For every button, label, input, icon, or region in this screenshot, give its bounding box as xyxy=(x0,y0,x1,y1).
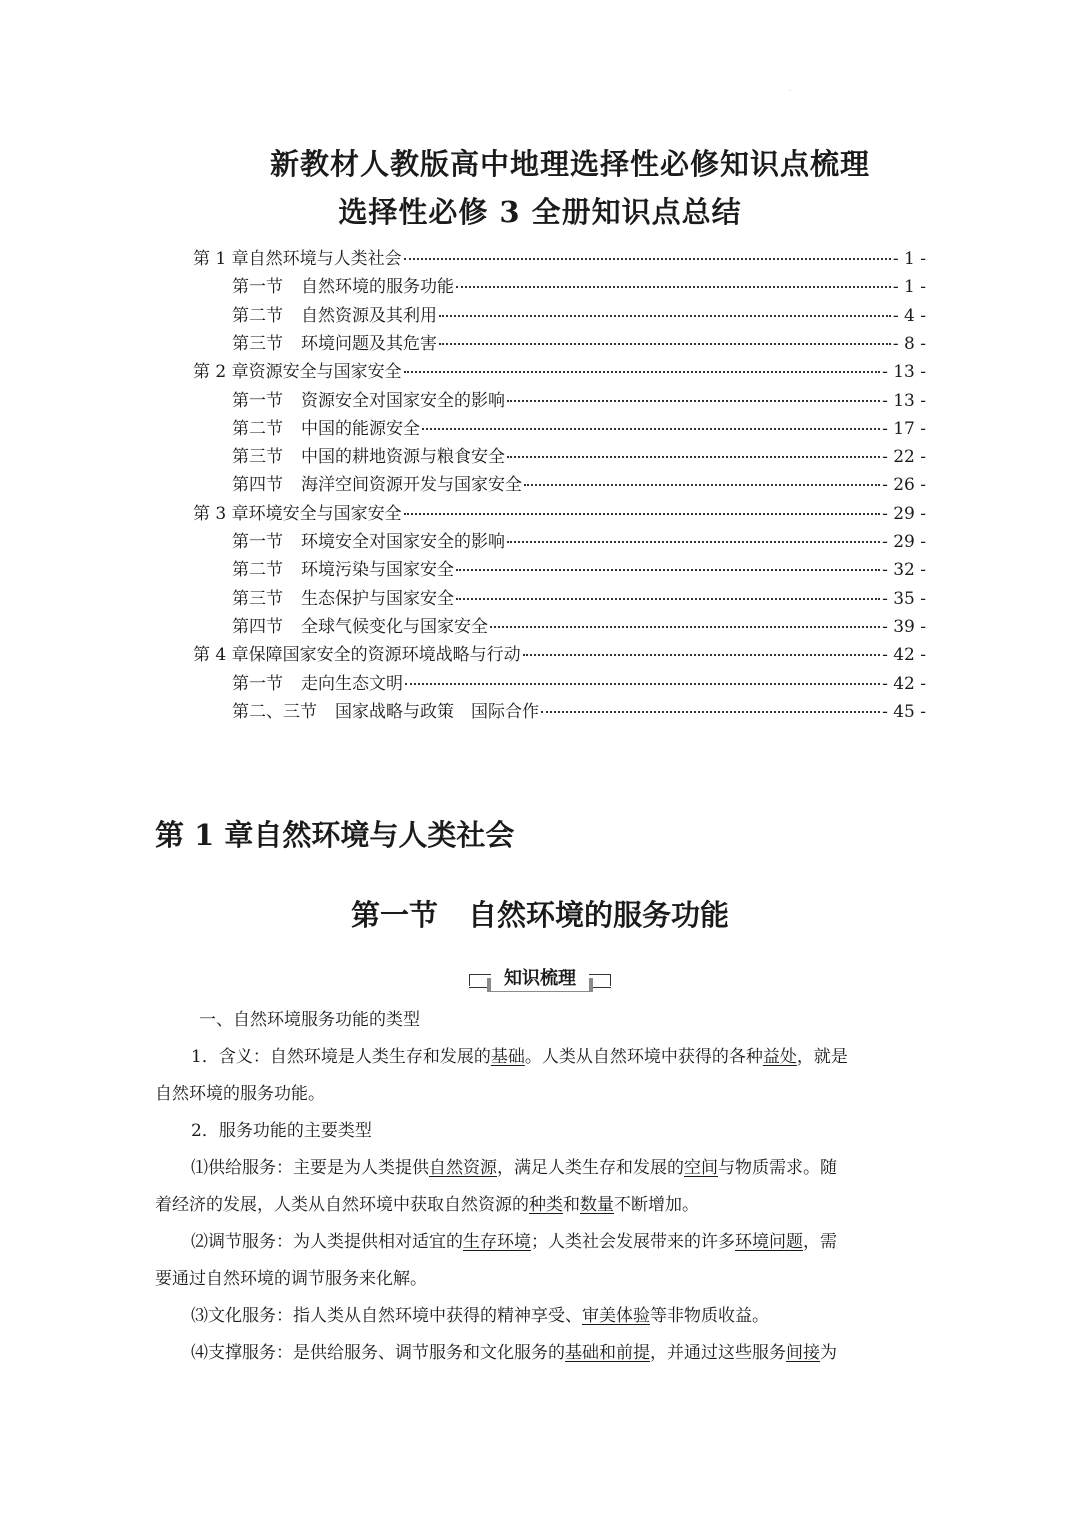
toc-page-number: - 29 - xyxy=(882,532,926,552)
document-title: 新教材人教版高中地理选择性必修知识点梳理 xyxy=(269,147,870,181)
text: ⑷支撑服务：是供给服务、调节服务和文化服务的 xyxy=(191,1343,565,1363)
text: 为 xyxy=(820,1343,837,1363)
toc-page-number: - 45 - xyxy=(882,701,926,722)
text: 与物质需求。随 xyxy=(718,1158,837,1178)
toc-section-number: 第二、三节 xyxy=(232,701,317,722)
section-title: 自然环境的服务功能 xyxy=(468,898,730,932)
toc-page-number: - 39 - xyxy=(882,616,926,637)
toc-section-title: 生态保护与国家安全 xyxy=(301,588,454,609)
toc-entry-label xyxy=(232,697,539,722)
toc-section-title: 全球气候变化与国家安全 xyxy=(301,616,488,637)
badge-label: 知识梳理 xyxy=(491,967,589,991)
toc-leader-dots xyxy=(541,711,880,713)
toc-page-number: - 4 - xyxy=(892,305,926,326)
toc-section-row[interactable] xyxy=(232,470,926,498)
toc-section-number: 第二节 xyxy=(232,418,283,439)
toc-section-number: 第三节 xyxy=(232,588,283,609)
toc-page-number: - 1 - xyxy=(892,277,926,298)
heading-types: 一、自然环境服务功能的类型 xyxy=(199,1010,420,1030)
toc-chapter-row[interactable] xyxy=(193,244,926,272)
toc-section-title: 环境安全对国家安全的影响 xyxy=(301,532,505,552)
toc-section-title: 环境问题及其危害 xyxy=(301,333,437,354)
toc-chapter-row[interactable] xyxy=(193,499,926,527)
toc-section-title: 中国的耕地资源与粮食安全 xyxy=(301,447,505,468)
text: ⑴供给服务：主要是为人类提供 xyxy=(191,1158,429,1178)
chapter-heading: 第 1 章自然环境与人类社会 xyxy=(155,818,515,852)
keyword: 生存环境 xyxy=(463,1232,531,1252)
toc-page-number: - 17 - xyxy=(882,418,926,439)
toc-leader-dots xyxy=(490,626,880,628)
toc-section-number: 第一节 xyxy=(232,532,283,552)
toc-page-number: - 22 - xyxy=(882,447,926,468)
toc-leader-dots xyxy=(456,286,891,288)
keyword: 益处 xyxy=(762,1047,797,1067)
toc-section-number: 第一节 xyxy=(232,390,283,411)
toc-page-number: - 13 - xyxy=(882,390,926,411)
text: ，满足人类生存和发展的 xyxy=(497,1158,684,1178)
keyword: 自然资源 xyxy=(429,1158,497,1178)
toc-section-row[interactable] xyxy=(232,301,926,329)
heading-main-types: 2．服务功能的主要类型 xyxy=(191,1121,372,1141)
toc-leader-dots xyxy=(456,598,880,600)
text: ，并通过这些服务 xyxy=(650,1343,786,1363)
toc-section-row[interactable] xyxy=(232,584,926,612)
toc-section-number: 第三节 xyxy=(232,447,283,468)
toc-entry-label xyxy=(232,329,437,354)
text: ；人类社会发展带来的许多 xyxy=(531,1232,735,1252)
toc-entry-label xyxy=(232,301,437,326)
paragraph-regulating-cont: 要通过自然环境的调节服务来化解。 xyxy=(155,1269,427,1289)
text: ⑶文化服务：指人类从自然环境中获得的精神享受、 xyxy=(191,1306,582,1326)
toc-section-title: 海洋空间资源开发与国家安全 xyxy=(301,475,522,496)
paragraph-provisioning-cont xyxy=(155,1187,927,1224)
text: 。人类从自然环境中获得的各种 xyxy=(524,1047,763,1067)
paragraph-definition xyxy=(155,1039,927,1076)
text: 1．含义：自然环境是人类生存和发展的 xyxy=(191,1047,491,1067)
toc-page-number: - 42 - xyxy=(882,645,926,666)
toc-page-number: - 13 - xyxy=(882,362,926,383)
paragraph-provisioning xyxy=(155,1150,927,1187)
toc-leader-dots xyxy=(507,400,880,402)
keyword: 数量 xyxy=(580,1195,614,1215)
toc-entry-label xyxy=(232,414,420,439)
toc-entry-label xyxy=(232,584,454,609)
toc-page-number: - 8 - xyxy=(892,333,926,354)
text: 不断增加。 xyxy=(614,1195,699,1215)
text: 和 xyxy=(563,1195,580,1215)
toc-section-row[interactable] xyxy=(232,697,926,725)
text: 等非物质收益。 xyxy=(650,1306,769,1326)
toc-page-number: - 32 - xyxy=(882,560,926,581)
toc-section-row[interactable] xyxy=(232,669,926,697)
paragraph-cultural xyxy=(155,1298,927,1335)
toc-leader-dots xyxy=(439,315,891,317)
toc-entry-label xyxy=(232,386,505,411)
toc-entry-label: 第 2 章资源安全与国家安全 xyxy=(193,362,402,383)
section-number: 第一节 xyxy=(350,898,438,932)
keyword: 基础和前提 xyxy=(565,1343,650,1363)
badge-frame-right xyxy=(610,974,611,986)
toc-section-row[interactable] xyxy=(232,555,926,583)
toc-page-number: - 29 - xyxy=(882,503,926,524)
toc-section-number: 第一节 xyxy=(232,673,283,694)
toc-entry-label: 第 3 章环境安全与国家安全 xyxy=(193,503,402,524)
toc-leader-dots xyxy=(523,654,880,656)
scan-speck: · xyxy=(789,88,791,95)
toc-section-title: 自然环境的服务功能 xyxy=(301,277,454,298)
keyword: 基础 xyxy=(490,1047,525,1067)
toc-leader-dots xyxy=(422,428,880,430)
keyword: 审美体验 xyxy=(582,1306,650,1326)
toc-section-title: 走向生态文明 xyxy=(301,673,403,694)
text: ⑵调节服务：为人类提供相对适宜的 xyxy=(191,1232,463,1252)
toc-entry-label xyxy=(232,612,488,637)
toc-page-number: - 42 - xyxy=(882,673,926,694)
toc-entry-label xyxy=(232,527,505,552)
toc-section-title: 自然资源及其利用 xyxy=(301,305,437,326)
toc-chapter-row[interactable] xyxy=(193,357,926,385)
toc-section-title: 国家战略与政策 国际合作 xyxy=(335,701,539,722)
text: ，需 xyxy=(803,1232,837,1252)
toc-leader-dots xyxy=(404,258,891,260)
toc-section-number: 第一节 xyxy=(232,277,283,298)
badge-frame-left xyxy=(469,974,470,986)
toc-section-title: 资源安全对国家安全的影响 xyxy=(301,390,505,411)
knowledge-summary-badge xyxy=(469,966,611,994)
document-subtitle: 选择性必修 3 全册知识点总结 xyxy=(338,195,742,229)
toc-page-number: - 1 - xyxy=(892,249,926,269)
toc-entry-label: 第 4 章保障国家安全的资源环境战略与行动 xyxy=(193,645,521,666)
toc-section-row[interactable] xyxy=(232,386,926,414)
toc-leader-dots xyxy=(439,343,891,345)
toc-section-number: 第四节 xyxy=(232,475,283,496)
paragraph-regulating xyxy=(155,1224,927,1261)
toc-section-row[interactable] xyxy=(232,442,926,470)
toc-section-number: 第三节 xyxy=(232,333,283,354)
text: ，就是 xyxy=(796,1047,848,1067)
toc-leader-dots xyxy=(404,513,880,515)
toc-leader-dots xyxy=(404,371,880,373)
section-heading xyxy=(0,893,1080,934)
toc-entry-label xyxy=(232,669,403,694)
keyword: 间接 xyxy=(786,1343,820,1363)
toc-section-row[interactable] xyxy=(232,329,926,357)
toc-entry-label xyxy=(232,470,522,495)
toc-leader-dots xyxy=(405,683,880,685)
toc-section-number: 第二节 xyxy=(232,560,283,581)
toc-chapter-row[interactable] xyxy=(193,640,926,668)
toc-section-row[interactable] xyxy=(232,527,926,555)
keyword: 环境问题 xyxy=(735,1232,803,1252)
toc-leader-dots xyxy=(456,569,880,571)
toc-page-number: - 35 - xyxy=(882,588,926,609)
toc-section-title: 环境污染与国家安全 xyxy=(301,560,454,581)
paragraph-definition-cont: 自然环境的服务功能。 xyxy=(155,1084,325,1104)
toc-entry-label xyxy=(232,555,454,580)
toc-section-title: 中国的能源安全 xyxy=(301,418,420,439)
keyword: 种类 xyxy=(529,1195,563,1215)
toc-page-number: - 26 - xyxy=(882,475,926,496)
toc-section-number: 第二节 xyxy=(232,305,283,326)
toc-section-row[interactable] xyxy=(232,272,926,300)
toc-leader-dots xyxy=(524,484,880,486)
toc-leader-dots xyxy=(507,541,880,543)
paragraph-supporting xyxy=(155,1335,927,1372)
toc-section-row[interactable] xyxy=(232,414,926,442)
keyword: 空间 xyxy=(684,1158,718,1178)
toc-entry-label xyxy=(232,442,505,467)
text: 着经济的发展，人类从自然环境中获取自然资源的 xyxy=(155,1195,529,1215)
toc-entry-label xyxy=(232,272,454,297)
toc-leader-dots xyxy=(507,456,880,458)
toc-section-number: 第四节 xyxy=(232,616,283,637)
toc-entry-label: 第 1 章自然环境与人类社会 xyxy=(193,249,402,269)
toc-section-row[interactable] xyxy=(232,612,926,640)
